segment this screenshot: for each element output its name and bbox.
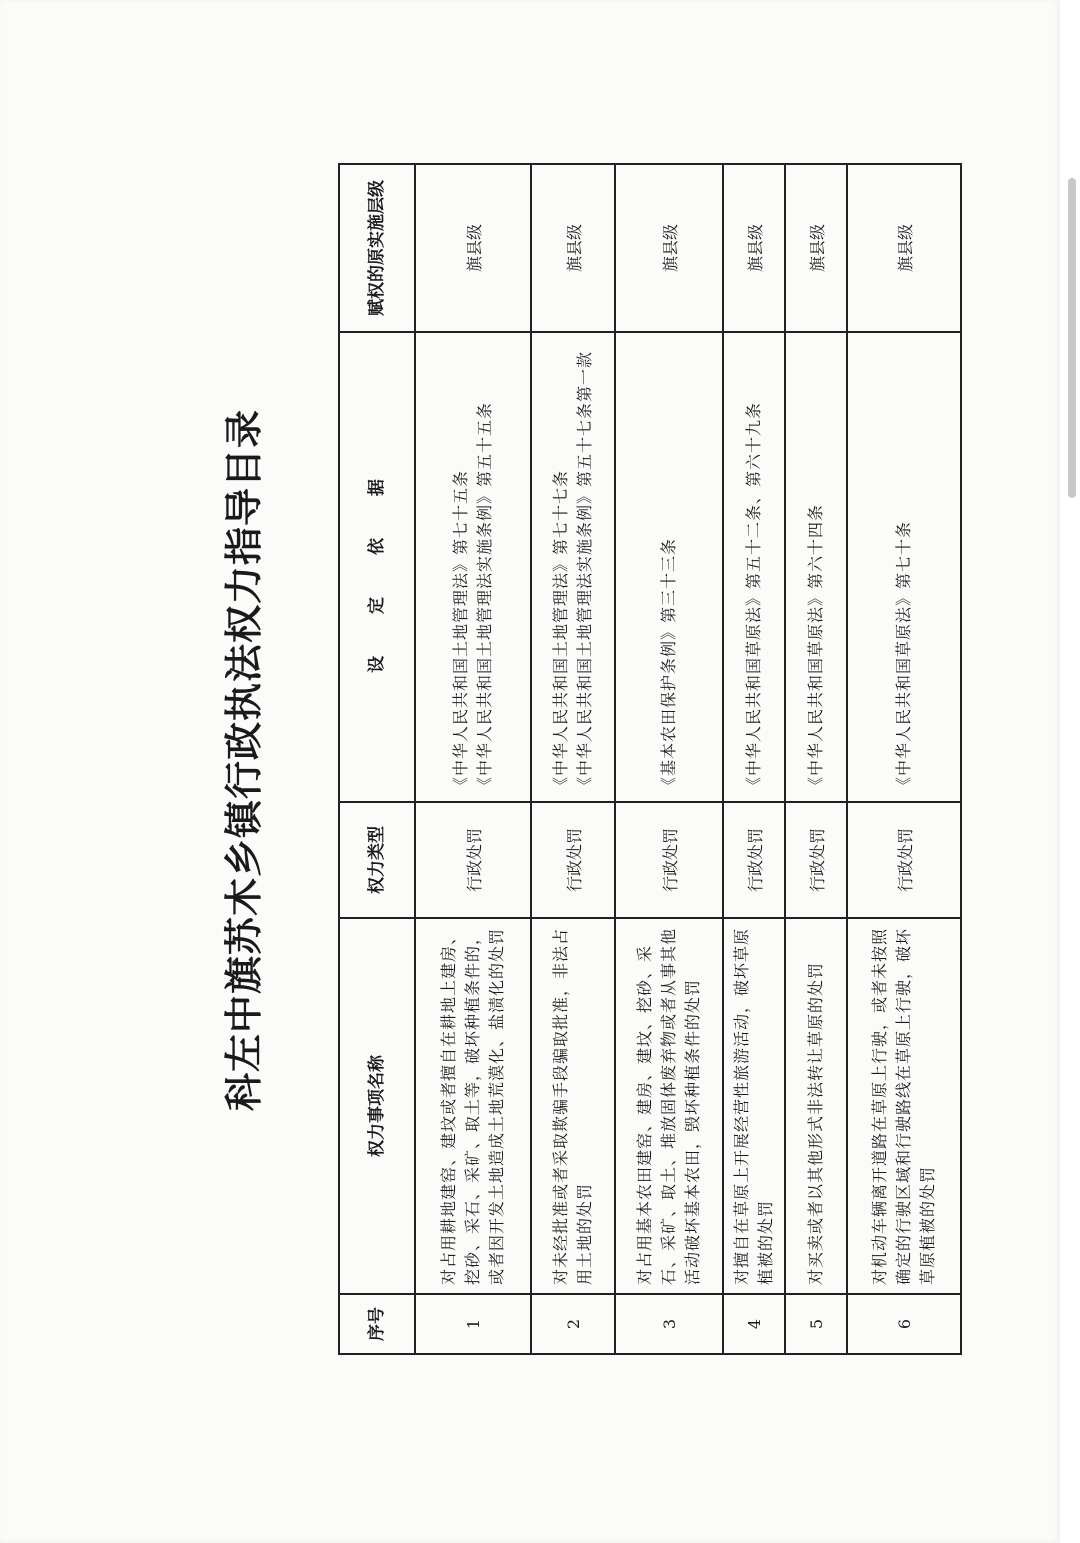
row-legal-basis	[785, 332, 847, 802]
row-number: 2	[531, 1294, 615, 1354]
table-row	[415, 164, 531, 1354]
header-type: 权力类型	[339, 802, 415, 918]
row-legal-basis	[723, 332, 785, 802]
basis-line: 《基本农田保护条例》第三十三条	[659, 537, 678, 793]
basis-line: 《中华人民共和国土地管理法实施条例》第五十五条	[475, 401, 494, 793]
document-title: 科左中旗苏木乡镇行政执法权力指导目录	[221, 409, 266, 1112]
row-power-type: 行政处罚	[415, 802, 531, 918]
table-row	[615, 164, 723, 1354]
row-power-name: 对占用耕地建窑、建坟或者擅自在耕地上建房、挖砂、采石、采矿、取土等，破坏种植条件的，或者因开发土地造成土地荒漠化、盐渍化的处罚	[415, 918, 531, 1294]
row-power-name: 对擅自在草原上开展经营性旅游活动，破坏草原植被的处罚	[723, 918, 785, 1294]
row-level: 旗县级	[723, 164, 785, 332]
row-level: 旗县级	[785, 164, 847, 332]
row-power-name: 对未经批准或者采取欺骗手段骗取批准，非法占用土地的处罚	[531, 918, 615, 1294]
page-content	[210, 165, 937, 1355]
header-name: 权力事项名称	[339, 918, 415, 1294]
header-no: 序号	[339, 1294, 415, 1354]
row-power-type: 行政处罚	[847, 802, 961, 918]
row-power-type: 行政处罚	[785, 802, 847, 918]
row-legal-basis	[415, 332, 531, 802]
table-row	[723, 164, 785, 1354]
row-power-type: 行政处罚	[615, 802, 723, 918]
table-header-row	[339, 164, 415, 1354]
row-level: 旗县级	[531, 164, 615, 332]
row-level: 旗县级	[415, 164, 531, 332]
table-row	[531, 164, 615, 1354]
row-legal-basis	[847, 332, 961, 802]
table-row	[785, 164, 847, 1354]
row-power-type: 行政处罚	[531, 802, 615, 918]
row-level: 旗县级	[847, 164, 961, 332]
scrollbar-thumb[interactable]	[1068, 178, 1076, 498]
table-row	[847, 164, 961, 1354]
row-legal-basis	[615, 332, 723, 802]
row-number: 5	[785, 1294, 847, 1354]
row-number: 4	[723, 1294, 785, 1354]
basis-line: 《中华人民共和国草原法》第六十四条	[806, 503, 825, 793]
header-level: 赋权的原实施层级	[339, 164, 415, 332]
power-catalog-table	[338, 163, 962, 1355]
basis-line: 《中华人民共和国草原法》第五十二条、第六十九条	[744, 401, 763, 793]
basis-line: 《中华人民共和国草原法》第七十条	[894, 520, 913, 793]
row-number: 6	[847, 1294, 961, 1354]
row-number: 3	[615, 1294, 723, 1354]
basis-line: 《中华人民共和国土地管理法》第七十七条	[551, 469, 570, 793]
row-power-name: 对买卖或者以其他形式非法转让草原的处罚	[785, 918, 847, 1294]
row-level: 旗县级	[615, 164, 723, 332]
row-power-type: 行政处罚	[723, 802, 785, 918]
header-basis-text: 设 定 依 据	[367, 461, 387, 673]
row-number: 1	[415, 1294, 531, 1354]
row-power-name: 对占用基本农田建窑、建房、建坟、挖砂、采石、采矿、取土、堆放固体废弃物或者从事其他活动破坏基本农田，毁坏种植条件的处罚	[615, 918, 723, 1294]
basis-line: 《中华人民共和国土地管理法》第七十五条	[451, 469, 470, 793]
basis-line: 《中华人民共和国土地管理法实施条例》第五十七条第一款	[575, 350, 594, 793]
row-power-name: 对机动车辆离开道路在草原上行驶，或者未按照确定的行驶区域和行驶路线在草原上行驶，破坏草原植被的处罚	[847, 918, 961, 1294]
row-legal-basis	[531, 332, 615, 802]
header-basis	[339, 332, 415, 802]
